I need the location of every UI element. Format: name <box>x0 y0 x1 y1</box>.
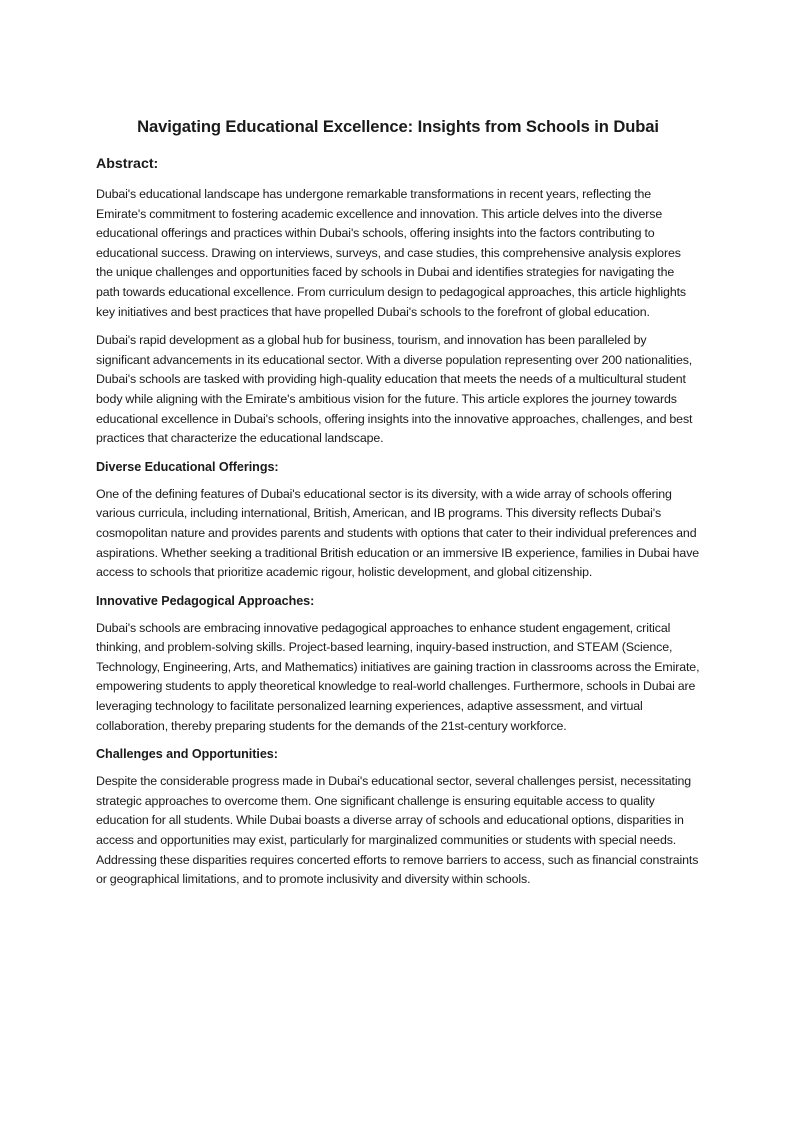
abstract-heading: Abstract: <box>96 156 159 172</box>
section-paragraph-pedagogical-approaches: Dubai's schools are embracing innovative pedagogical approaches to enhance student engagement, critical thinking, and problem-solving skills. Project-based learning, inquiry-based instruction, and STEAM (Science, Technology, Engineering, Arts, and Mathematics) initiatives are gaining traction in classrooms across the Emirate, empowering students to apply theoretical knowledge to real-world challenges. Furthermore, schools in Dubai are leveraging technology to facilitate personalized learning experiences, adaptive assessment, and virtual collaboration, thereby preparing students for the demands of the 21st-century workforce. <box>96 620 700 733</box>
section-paragraph-diverse-offerings: One of the defining features of Dubai's educational sector is its diversity, with a wide array of schools offering various curricula, including international, British, American, and IB programs. This diversity reflects Dubai's cosmopolitan nature and provides parents and students with options that cater to their individual preferences and aspirations. Whether seeking a traditional British education or an immersive IB experience, families in Dubai have access to schools that prioritize academic rigour, holistic development, and global citizenship. <box>96 486 700 580</box>
section-heading-diverse-offerings: Diverse Educational Offerings: <box>96 459 279 474</box>
document-page <box>96 116 700 899</box>
section-heading-challenges: Challenges and Opportunities: <box>96 747 278 762</box>
document-title: Navigating Educational Excellence: Insights from Schools in Dubai <box>137 117 659 136</box>
section-heading-pedagogical-approaches: Innovative Pedagogical Approaches: <box>96 593 315 608</box>
section-paragraph-challenges: Despite the considerable progress made in Dubai's educational sector, several challenges persist, necessitating strategic approaches to overcome them. One significant challenge is ensuring equitable access to quality education for all students. While Dubai boasts a diverse array of schools and educational options, disparities in access and opportunities may exist, particularly for marginalized communities or students with special needs. Addressing these disparities requires concerted efforts to remove barriers to access, such as financial constraints or geographical limitations, and to promote inclusivity and diversity within schools. <box>96 774 699 887</box>
intro-paragraph: Dubai's rapid development as a global hub for business, tourism, and innovation has been paralleled by significant advancements in its educational sector. With a diverse population representing over 200 nationalities, Dubai's schools are tasked with providing high-quality education that meets the needs of a multicultural student body while aligning with the Emirate's ambitious vision for the future. This article explores the journey towards educational excellence in Dubai's schools, offering insights into the innovative approaches, challenges, and best practices that characterize the educational landscape. <box>96 333 693 446</box>
abstract-paragraph: Dubai's educational landscape has undergone remarkable transformations in recent years, reflecting the Emirate's commitment to fostering academic excellence and innovation. This article delves into the diverse educational offerings and practices within Dubai's schools, offering insights into the factors contributing to educational success. Drawing on interviews, surveys, and case studies, this comprehensive analysis explores the unique challenges and opportunities faced by schools in Dubai and identifies strategies for navigating the path towards educational excellence. From curriculum design to pedagogical approaches, this article highlights key initiatives and best practices that have propelled Dubai's schools to the forefront of global education. <box>96 187 686 319</box>
